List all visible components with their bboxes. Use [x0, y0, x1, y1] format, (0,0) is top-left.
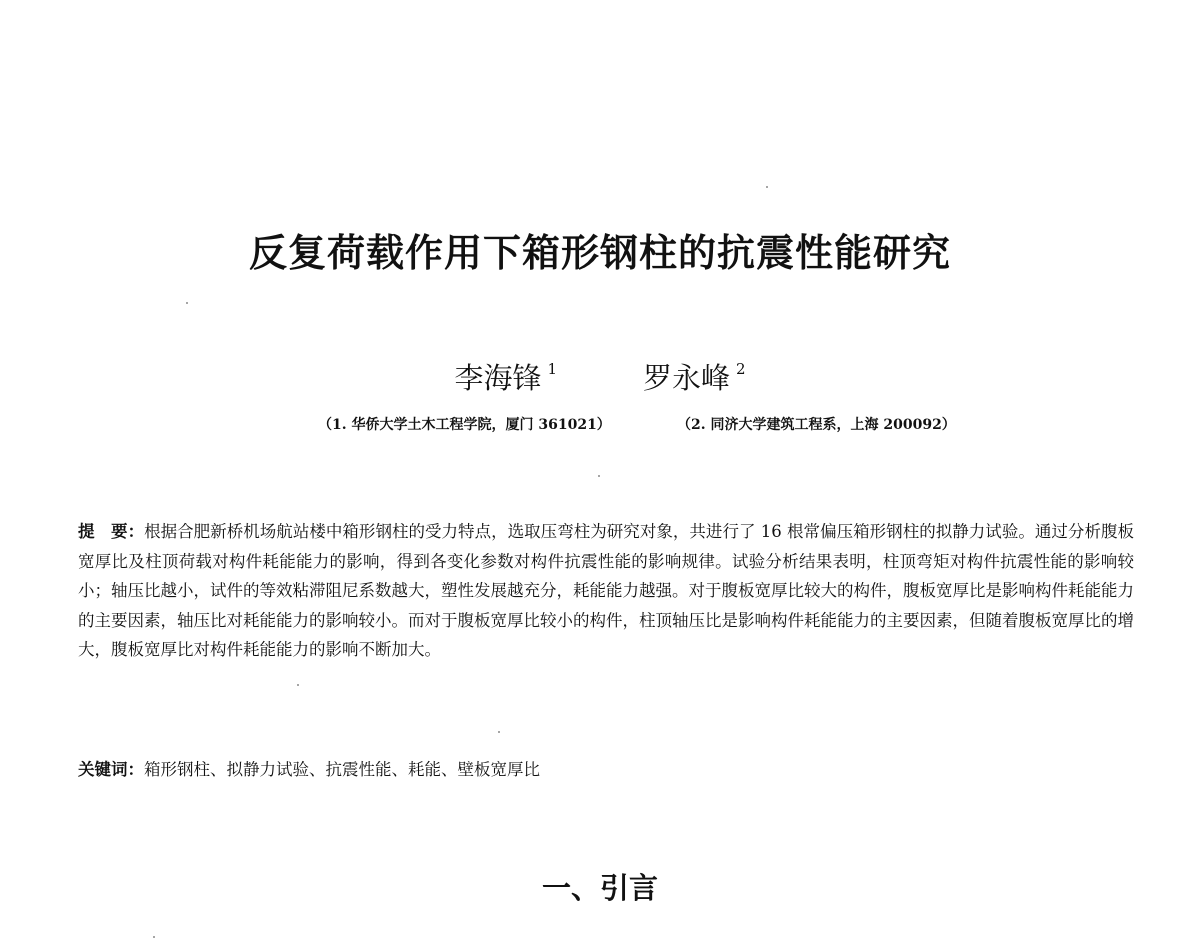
scan-speck: [766, 186, 768, 188]
abstract-label: 提 要：: [78, 522, 145, 541]
keywords: [78, 756, 540, 780]
author-affiliation-mark: 2: [736, 360, 746, 378]
affiliation-1: （1. 华侨大学土木工程学院，厦门 361021）: [318, 417, 611, 433]
author-2: [643, 356, 746, 397]
author-1: [454, 356, 557, 397]
scan-speck: [153, 936, 155, 938]
author-name: 李海锋: [454, 361, 542, 395]
author-affiliation-mark: 1: [547, 360, 557, 378]
abstract: [78, 517, 1134, 665]
abstract-text: 根据合肥新桥机场航站楼中箱形钢柱的受力特点，选取压弯柱为研究对象，共进行了 16 根常偏压箱形钢柱的拟静力试验。通过分析腹板宽厚比及柱顶荷载对构件耗能能力的影响，得到各变化参数对构件抗震性能的影响规律。试验分析结果表明，柱顶弯矩对构件抗震性能的影响较小；轴压比越小，试件的等效粘滞阻尼系数越大，塑性发展越充分，耗能能力越强。对于腹板宽厚比较大的构件，腹板宽厚比是影响构件耗能能力的主要因素，轴压比对耗能能力的影响较小。而对于腹板宽厚比较小的构件，柱顶轴压比是影响构件耗能能力的主要因素，但随着腹板宽厚比的增大，腹板宽厚比对构件耗能能力的影响不断加大。: [78, 522, 1134, 659]
section-heading: 一、引言: [541, 871, 658, 905]
scan-speck: [186, 302, 188, 304]
affiliation-2: （2. 同济大学建筑工程系，上海 200092）: [677, 417, 956, 433]
author-name: 罗永峰: [643, 361, 731, 395]
keywords-text: 箱形钢柱、拟静力试验、抗震性能、耗能、壁板宽厚比: [144, 760, 540, 779]
paper-title: 反复荷载作用下箱形钢柱的抗震性能研究: [248, 231, 951, 275]
author-list: [0, 356, 1200, 397]
keywords-label: 关键词：: [78, 760, 144, 779]
scan-speck: [498, 731, 500, 733]
scan-speck: [598, 475, 600, 477]
scan-speck: [297, 684, 299, 686]
